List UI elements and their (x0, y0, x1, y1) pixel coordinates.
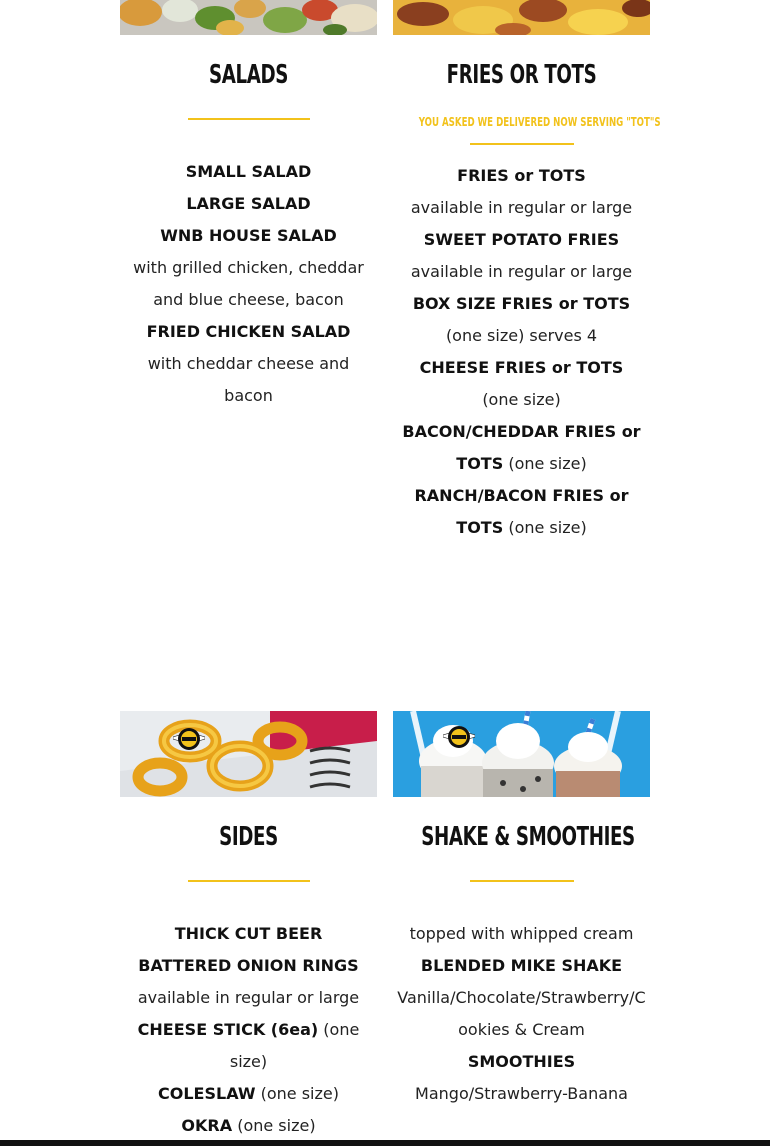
shakes-section (393, 822, 650, 1110)
list-item: WNB HOUSE SALAD (160, 226, 337, 245)
list-item: SMALL SALAD (185, 162, 312, 181)
sides-divider (188, 880, 310, 882)
list-item: OKRA (one size) (181, 1116, 316, 1135)
sides-section (120, 822, 377, 1142)
fries-items (393, 160, 650, 544)
salads-title: SALADS (209, 60, 288, 90)
fries-section (393, 60, 661, 544)
item-description: topped with whipped cream (409, 924, 634, 943)
list-item: THICK CUT BEER BATTERED ONION RINGS (138, 924, 359, 975)
list-item: SMOOTHIES (467, 1052, 576, 1071)
fries-photo (393, 0, 650, 35)
shakes-title: SHAKE & SMOOTHIES (421, 822, 635, 852)
brand-logo (443, 724, 475, 754)
onion-rings-photo (120, 711, 377, 797)
list-item: CHEESE STICK (6ea) (one size) (137, 1020, 360, 1071)
item-description: with grilled chicken, cheddar and blue cheese, bacon (133, 258, 364, 309)
item-description: Mango/Strawberry-Banana (415, 1084, 628, 1103)
salads-divider (188, 118, 310, 120)
list-item: FRIED CHICKEN SALAD (146, 322, 351, 341)
fries-divider (470, 143, 574, 145)
sides-items (120, 918, 377, 1142)
shakes-divider (470, 880, 574, 882)
item-description: available in regular or large (410, 262, 633, 281)
list-item: BACON/CHEDDAR FRIES or TOTS (one size) (402, 422, 641, 473)
list-item: RANCH/BACON FRIES or TOTS (one size) (414, 486, 629, 537)
list-item: BOX SIZE FRIES or TOTS (one size) serves 4 (412, 294, 631, 345)
list-item: LARGE SALAD (186, 194, 311, 213)
item-description: available in regular or large (137, 988, 360, 1007)
item-description: with cheddar cheese and bacon (147, 354, 350, 405)
list-item: BLENDED MIKE SHAKE (420, 956, 623, 975)
sides-title: SIDES (219, 822, 278, 852)
shakes-items (393, 918, 650, 1110)
list-item: SWEET POTATO FRIES (423, 230, 620, 249)
salad-photo (120, 0, 377, 35)
salads-section (120, 60, 377, 412)
fries-tagline: YOU ASKED WE DELIVERED NOW SERVING "TOT"S (418, 115, 661, 129)
item-description: Vanilla/Chocolate/Strawberry/Cookies & Cream (397, 988, 646, 1039)
shakes-photo (393, 711, 650, 797)
list-item: CHEESE FRIES or TOTS (one size) (419, 358, 624, 409)
salads-items (120, 156, 377, 412)
footer-bar (0, 1140, 770, 1146)
item-description: available in regular or large (410, 198, 633, 217)
list-item: COLESLAW (one size) (158, 1084, 339, 1103)
list-item: FRIES or TOTS (457, 166, 586, 185)
brand-logo (173, 726, 205, 756)
fries-title: FRIES OR TOTS (446, 60, 597, 90)
